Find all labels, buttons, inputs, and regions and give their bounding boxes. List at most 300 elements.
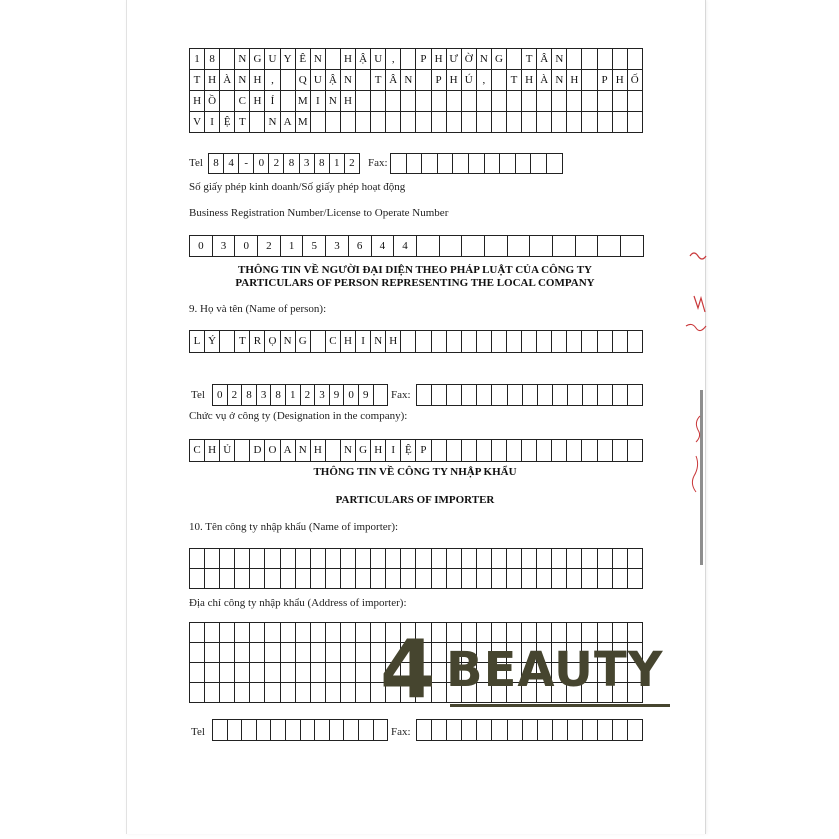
form-cell <box>582 91 597 112</box>
form-cell: 8 <box>205 49 220 70</box>
address-grid <box>189 48 643 133</box>
form-cell <box>311 623 326 643</box>
importer-header-en: PARTICULARS OF IMPORTER <box>335 494 495 506</box>
form-cell <box>190 569 205 589</box>
form-cell <box>417 720 432 741</box>
form-cell: P <box>416 440 431 462</box>
form-cell <box>220 663 235 683</box>
form-cell <box>386 549 401 569</box>
form-cell <box>477 720 492 741</box>
form-cell <box>386 91 401 112</box>
form-cell <box>477 331 492 353</box>
form-cell <box>341 623 356 643</box>
form-cell <box>220 623 235 643</box>
form-cell: R <box>250 331 265 353</box>
form-cell <box>341 663 356 683</box>
form-cell <box>250 663 265 683</box>
form-cell <box>447 91 462 112</box>
form-cell <box>522 331 537 353</box>
form-cell <box>281 683 296 703</box>
form-cell <box>537 549 552 569</box>
form-cell <box>462 720 477 741</box>
license-label-vn: Số giấy phép kinh doanh/Số giấy phép hoạt động <box>189 181 406 193</box>
form-cell <box>281 70 296 91</box>
importer-tel-grid <box>212 719 388 741</box>
form-cell <box>531 154 547 174</box>
form-cell: 2 <box>228 385 243 406</box>
form-cell <box>250 683 265 703</box>
form-cell: N <box>235 70 250 91</box>
form-cell <box>530 236 553 257</box>
form-cell <box>582 331 597 353</box>
form-cell: 0 <box>254 154 269 174</box>
form-cell <box>477 549 492 569</box>
handwritten-annotation-marks <box>676 236 716 506</box>
form-cell: H <box>371 440 386 462</box>
form-cell <box>621 236 644 257</box>
form-cell <box>492 70 507 91</box>
form-cell: T <box>235 112 250 133</box>
form-cell <box>301 720 316 741</box>
form-cell <box>598 49 613 70</box>
form-cell <box>553 720 568 741</box>
company-fax-label: Fax: <box>368 157 388 169</box>
form-cell <box>598 569 613 589</box>
form-cell: 0 <box>213 385 228 406</box>
form-cell <box>462 549 477 569</box>
form-cell <box>492 549 507 569</box>
form-cell: 0 <box>344 385 359 406</box>
form-cell <box>265 549 280 569</box>
form-cell: H <box>522 70 537 91</box>
form-cell <box>598 236 621 257</box>
form-cell <box>250 549 265 569</box>
watermark-digit: 4 <box>380 623 436 716</box>
form-cell <box>462 236 485 257</box>
form-cell <box>205 569 220 589</box>
form-cell <box>205 663 220 683</box>
form-cell <box>265 663 280 683</box>
form-cell: T <box>522 49 537 70</box>
form-cell: C <box>235 91 250 112</box>
form-cell <box>416 91 431 112</box>
form-cell <box>341 683 356 703</box>
form-cell: 0 <box>190 236 213 257</box>
form-cell <box>485 236 508 257</box>
form-cell: H <box>567 70 582 91</box>
form-cell <box>311 549 326 569</box>
form-cell: L <box>190 331 205 353</box>
form-cell <box>552 569 567 589</box>
form-cell: T <box>507 70 522 91</box>
form-cell <box>330 720 345 741</box>
form-cell <box>477 569 492 589</box>
form-cell: I <box>356 331 371 353</box>
form-cell <box>507 112 522 133</box>
form-cell <box>567 49 582 70</box>
form-cell <box>507 440 522 462</box>
form-cell: H <box>250 91 265 112</box>
importer-fax-label: Fax: <box>391 726 411 738</box>
form-cell: N <box>341 70 356 91</box>
form-cell <box>190 643 205 663</box>
form-cell <box>341 643 356 663</box>
form-cell <box>417 236 440 257</box>
form-cell: H <box>250 70 265 91</box>
form-cell <box>462 112 477 133</box>
company-tel-grid <box>208 153 360 174</box>
form-cell: N <box>552 70 567 91</box>
form-cell <box>311 643 326 663</box>
form-cell <box>567 569 582 589</box>
form-cell <box>492 331 507 353</box>
form-cell: Â <box>386 70 401 91</box>
form-cell: Ủ <box>220 440 235 462</box>
form-cell <box>567 91 582 112</box>
form-cell <box>598 385 613 406</box>
form-cell <box>220 91 235 112</box>
form-cell: V <box>190 112 205 133</box>
form-cell <box>281 663 296 683</box>
form-cell <box>438 154 454 174</box>
form-cell <box>552 112 567 133</box>
form-cell <box>296 683 311 703</box>
form-cell <box>576 236 599 257</box>
form-cell <box>250 112 265 133</box>
form-cell <box>220 683 235 703</box>
form-cell: - <box>239 154 254 174</box>
rep-name-grid <box>189 330 643 353</box>
form-cell <box>547 154 563 174</box>
form-cell <box>628 112 643 133</box>
form-cell <box>492 91 507 112</box>
form-cell <box>271 720 286 741</box>
form-cell <box>205 643 220 663</box>
form-cell: D <box>250 440 265 462</box>
form-cell: 1 <box>190 49 205 70</box>
form-cell: N <box>552 49 567 70</box>
form-cell <box>315 720 330 741</box>
form-cell <box>582 549 597 569</box>
form-cell <box>416 331 431 353</box>
brand-watermark <box>380 623 685 716</box>
form-cell <box>220 643 235 663</box>
form-cell <box>553 385 568 406</box>
form-cell: 3 <box>326 236 349 257</box>
form-cell <box>567 331 582 353</box>
form-cell: Ố <box>628 70 643 91</box>
form-cell <box>401 331 416 353</box>
form-cell <box>432 385 447 406</box>
form-cell <box>281 569 296 589</box>
form-cell: À <box>220 70 235 91</box>
form-cell <box>296 643 311 663</box>
form-cell <box>477 91 492 112</box>
form-cell <box>567 440 582 462</box>
form-cell <box>628 569 643 589</box>
rep-tel-grid <box>212 384 388 406</box>
form-cell <box>190 663 205 683</box>
form-cell <box>213 720 228 741</box>
form-cell <box>507 569 522 589</box>
form-cell: U <box>265 49 280 70</box>
form-cell: H <box>386 331 401 353</box>
form-cell <box>344 720 359 741</box>
form-cell: C <box>326 331 341 353</box>
form-cell: H <box>311 440 326 462</box>
form-cell <box>552 91 567 112</box>
form-cell <box>582 569 597 589</box>
form-cell <box>296 663 311 683</box>
form-cell <box>356 112 371 133</box>
form-cell: A <box>281 440 296 462</box>
form-cell <box>582 49 597 70</box>
form-cell <box>508 236 531 257</box>
form-cell <box>462 331 477 353</box>
form-cell <box>598 112 613 133</box>
form-cell <box>422 154 438 174</box>
form-cell <box>286 720 301 741</box>
form-cell: Ậ <box>356 49 371 70</box>
form-cell: Ê <box>296 49 311 70</box>
form-cell <box>523 720 538 741</box>
form-cell <box>628 91 643 112</box>
company-fax-grid <box>390 153 563 174</box>
form-cell <box>507 331 522 353</box>
form-cell <box>356 683 371 703</box>
form-cell <box>432 549 447 569</box>
form-cell <box>220 49 235 70</box>
form-cell <box>613 331 628 353</box>
form-cell <box>416 549 431 569</box>
form-cell <box>386 112 401 133</box>
form-cell: Ọ <box>265 331 280 353</box>
form-cell: 2 <box>269 154 284 174</box>
form-cell: N <box>281 331 296 353</box>
form-cell: C <box>190 440 205 462</box>
form-cell <box>613 112 628 133</box>
form-cell: Ệ <box>401 440 416 462</box>
form-cell: , <box>477 70 492 91</box>
form-cell: N <box>265 112 280 133</box>
form-cell <box>628 331 643 353</box>
form-cell <box>250 643 265 663</box>
form-cell: 0 <box>235 236 258 257</box>
form-cell: 8 <box>242 385 257 406</box>
form-cell <box>492 720 507 741</box>
rep-tel-label: Tel <box>191 389 205 401</box>
form-cell: 3 <box>315 385 330 406</box>
form-cell <box>507 549 522 569</box>
form-cell: N <box>477 49 492 70</box>
form-cell <box>235 440 250 462</box>
form-cell <box>391 154 407 174</box>
form-cell: P <box>598 70 613 91</box>
form-cell: Ậ <box>326 70 341 91</box>
form-cell: Â <box>537 49 552 70</box>
form-cell <box>537 331 552 353</box>
form-cell <box>250 623 265 643</box>
form-cell: Í <box>265 91 280 112</box>
form-cell <box>401 569 416 589</box>
form-cell <box>462 440 477 462</box>
form-cell <box>447 720 462 741</box>
form-cell: 3 <box>257 385 272 406</box>
form-cell <box>507 91 522 112</box>
form-cell <box>469 154 485 174</box>
form-cell <box>522 440 537 462</box>
form-cell <box>265 623 280 643</box>
form-cell: Y <box>281 49 296 70</box>
form-cell <box>220 331 235 353</box>
form-cell <box>492 569 507 589</box>
form-cell <box>281 623 296 643</box>
designation-label: Chức vụ ở công ty (Designation in the company): <box>189 410 408 422</box>
form-cell <box>407 154 423 174</box>
form-cell <box>326 663 341 683</box>
form-cell <box>613 720 628 741</box>
form-cell <box>500 154 516 174</box>
form-cell <box>537 569 552 589</box>
form-cell <box>598 91 613 112</box>
form-cell: Q <box>296 70 311 91</box>
company-tel-label: Tel <box>189 157 203 169</box>
form-cell: 3 <box>300 154 315 174</box>
form-cell: G <box>356 440 371 462</box>
form-cell <box>538 720 553 741</box>
form-cell: H <box>341 49 356 70</box>
form-cell: 6 <box>349 236 372 257</box>
form-cell <box>613 385 628 406</box>
form-cell <box>447 569 462 589</box>
form-cell <box>371 91 386 112</box>
form-cell: 1 <box>286 385 301 406</box>
form-cell <box>326 643 341 663</box>
form-cell <box>568 385 583 406</box>
form-cell <box>567 549 582 569</box>
form-cell <box>356 643 371 663</box>
form-cell <box>583 385 598 406</box>
form-cell <box>341 569 356 589</box>
form-cell <box>582 70 597 91</box>
form-cell: G <box>250 49 265 70</box>
form-cell: I <box>386 440 401 462</box>
form-cell <box>417 385 432 406</box>
form-cell: 8 <box>209 154 224 174</box>
form-cell: H <box>447 70 462 91</box>
form-cell <box>492 385 507 406</box>
form-cell <box>538 385 553 406</box>
form-cell: N <box>401 70 416 91</box>
form-cell <box>416 70 431 91</box>
form-cell <box>281 643 296 663</box>
form-cell: N <box>371 331 386 353</box>
form-cell <box>516 154 532 174</box>
form-cell: N <box>311 49 326 70</box>
form-cell: T <box>371 70 386 91</box>
form-cell: 9 <box>359 385 374 406</box>
form-cell <box>492 112 507 133</box>
form-cell <box>311 569 326 589</box>
form-cell <box>281 549 296 569</box>
rep-fax-grid <box>416 384 643 406</box>
form-cell <box>190 683 205 703</box>
form-cell: P <box>432 70 447 91</box>
form-cell <box>371 569 386 589</box>
form-cell <box>257 720 272 741</box>
form-cell <box>523 385 538 406</box>
form-cell <box>537 112 552 133</box>
form-cell <box>416 112 431 133</box>
form-cell <box>453 154 469 174</box>
form-cell: H <box>205 440 220 462</box>
form-cell: H <box>613 70 628 91</box>
form-cell: P <box>416 49 431 70</box>
form-cell <box>235 683 250 703</box>
form-cell: M <box>296 91 311 112</box>
form-cell: T <box>235 331 250 353</box>
form-cell <box>432 112 447 133</box>
form-cell: 9 <box>330 385 345 406</box>
form-cell <box>326 683 341 703</box>
form-cell <box>359 720 374 741</box>
form-cell <box>235 549 250 569</box>
form-cell: 4 <box>394 236 417 257</box>
name-label: 9. Họ và tên (Name of person): <box>189 303 327 315</box>
form-cell: 5 <box>303 236 326 257</box>
form-cell <box>432 569 447 589</box>
form-cell: 1 <box>281 236 304 257</box>
form-cell: I <box>205 112 220 133</box>
form-cell <box>613 569 628 589</box>
form-cell <box>371 112 386 133</box>
form-cell <box>598 440 613 462</box>
form-cell: H <box>432 49 447 70</box>
form-cell <box>598 331 613 353</box>
form-cell <box>386 569 401 589</box>
form-cell <box>341 549 356 569</box>
form-cell <box>462 91 477 112</box>
form-cell <box>522 91 537 112</box>
form-cell <box>613 549 628 569</box>
form-cell <box>356 663 371 683</box>
form-cell: À <box>537 70 552 91</box>
form-cell <box>326 112 341 133</box>
form-cell <box>447 112 462 133</box>
form-cell <box>440 236 463 257</box>
form-cell: O <box>265 440 280 462</box>
form-cell: H <box>341 331 356 353</box>
form-cell: Ý <box>205 331 220 353</box>
form-cell: T <box>190 70 205 91</box>
form-cell <box>447 331 462 353</box>
form-cell <box>311 683 326 703</box>
form-cell <box>567 112 582 133</box>
form-cell <box>477 385 492 406</box>
form-cell <box>462 569 477 589</box>
form-cell <box>401 49 416 70</box>
form-cell: 8 <box>271 385 286 406</box>
form-cell <box>598 549 613 569</box>
designation-grid <box>189 439 643 462</box>
form-cell <box>296 623 311 643</box>
form-cell <box>447 549 462 569</box>
form-cell: I <box>311 91 326 112</box>
form-cell <box>432 720 447 741</box>
form-cell <box>235 643 250 663</box>
form-cell <box>341 112 356 133</box>
form-cell <box>311 663 326 683</box>
